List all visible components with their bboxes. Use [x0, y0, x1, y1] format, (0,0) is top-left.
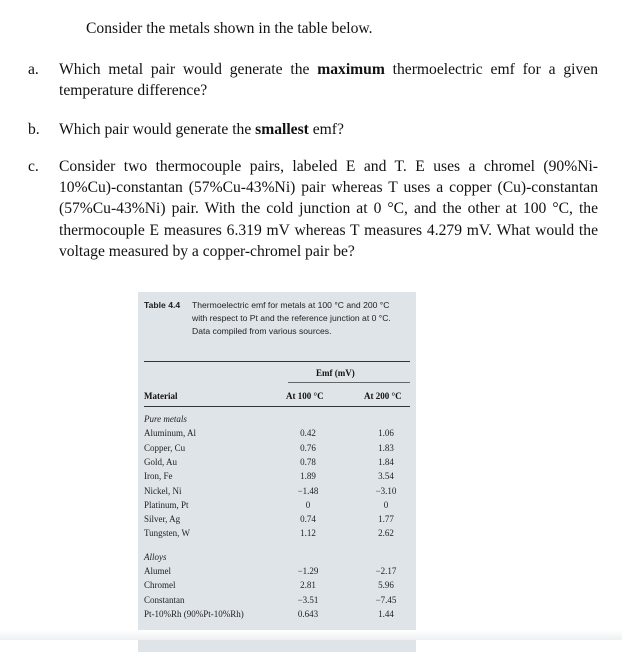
table-cell-100c: −3.51 [297, 594, 319, 605]
emf-group-header: Emf (mV) [316, 368, 355, 378]
table-cell-100c: 0.76 [300, 442, 316, 453]
table-cell-100c: 0 [305, 499, 311, 510]
question-text: thermoelectric emf for a given temperature difference? [59, 61, 598, 100]
table-cell-100c: 1.89 [300, 471, 316, 482]
table-cell-200c: −3.10 [375, 485, 397, 496]
table-cell-200c: −2.17 [375, 566, 397, 576]
table-group-label: Alloys [144, 551, 167, 562]
table-cell-200c: 1.06 [378, 428, 394, 439]
table-cell-100c: 0.74 [300, 514, 316, 525]
table-cell-200c: 5.96 [378, 580, 394, 591]
table-cell-100c: 2.81 [300, 580, 316, 591]
table-cell-200c: 1.84 [378, 456, 394, 467]
page-bottom-edge [0, 630, 622, 640]
table-cell-100c: −1.48 [297, 485, 319, 496]
question-c [28, 156, 598, 262]
table-cell-material: Tungsten, W [144, 528, 191, 539]
table-cell-material: Alumel [144, 566, 171, 576]
table-cell-200c: −7.45 [375, 594, 397, 605]
table-cell-material: Constantan [144, 594, 185, 605]
table-cell-200c: 1.83 [378, 442, 394, 453]
table-cell-material: Iron, Fe [144, 471, 173, 482]
table-cell-200c: 1.44 [378, 608, 394, 619]
table-caption-text: Thermoelectric emf for metals at 100 °C and 200 °C with respect to Pt and the reference junction at 0 °C. Data compiled from various sources. [192, 300, 391, 336]
emf-group-rule [288, 382, 410, 383]
emphasis-text: maximum [317, 61, 385, 78]
table-cell-material: Aluminum, Al [144, 428, 197, 439]
table-cell-material: Platinum, Pt [144, 499, 189, 510]
question-body [59, 119, 598, 140]
table-cell-200c: 3.54 [378, 471, 394, 482]
question-text: Which metal pair would generate the [59, 61, 318, 78]
question-text: emf? [308, 121, 344, 138]
table-cell-100c: 0.643 [297, 608, 319, 619]
table-cell-200c: 0 [383, 499, 389, 510]
question-b [28, 119, 598, 140]
question-text: Which pair would generate the [59, 121, 256, 138]
question-body [59, 59, 598, 101]
emphasis-text: smallest [255, 121, 309, 138]
question-body: Consider two thermocouple pairs, labeled E and T. E uses a chromel (90%Ni-10%Cu)-constantan (57%Cu-43%Ni) pair whereas T uses a copper (Cu)-constantan (57%Cu-43%Ni) pair. With the cold junction at 0 °C, and the other at 100 °C, the thermocouple E measures 6.319 mV whereas T measures 4.279 mV. What would the voltage measured by a copper-chromel pair be? [59, 158, 598, 260]
table-cell-material: Chromel [144, 580, 176, 591]
table-cell-material: Silver, Ag [144, 514, 181, 525]
question-marker: c. [28, 158, 39, 175]
table-number: Table 4.4 [144, 300, 181, 310]
table-cell-100c: 1.12 [300, 528, 316, 539]
emf-table [138, 292, 416, 652]
table-top-rule [144, 361, 410, 362]
table-cell-material: Nickel, Ni [144, 485, 182, 496]
intro-text: Consider the metals shown in the table below. [86, 20, 373, 37]
question-marker: b. [28, 121, 40, 138]
table-cell-100c: 0.78 [300, 456, 316, 467]
col-header-material: Material [144, 391, 178, 401]
table-cell-material: Copper, Cu [144, 442, 186, 453]
table-group-label: Pure metals [144, 414, 187, 424]
table-cell-100c: −1.29 [297, 566, 319, 576]
col-header-100c: At 100 °C [286, 391, 324, 401]
question-a [28, 59, 598, 101]
table-cell-material: Gold, Au [144, 456, 178, 467]
question-marker: a. [28, 61, 39, 78]
table-header-rule [144, 406, 410, 407]
table-cell-material: Pt-10%Rh (90%Pt-10%Rh) [144, 608, 244, 619]
col-header-200c: At 200 °C [364, 391, 402, 401]
table-cell-100c: 0.42 [300, 428, 316, 439]
table-cell-200c: 2.62 [378, 528, 394, 539]
table-cell-200c: 1.77 [378, 514, 394, 525]
